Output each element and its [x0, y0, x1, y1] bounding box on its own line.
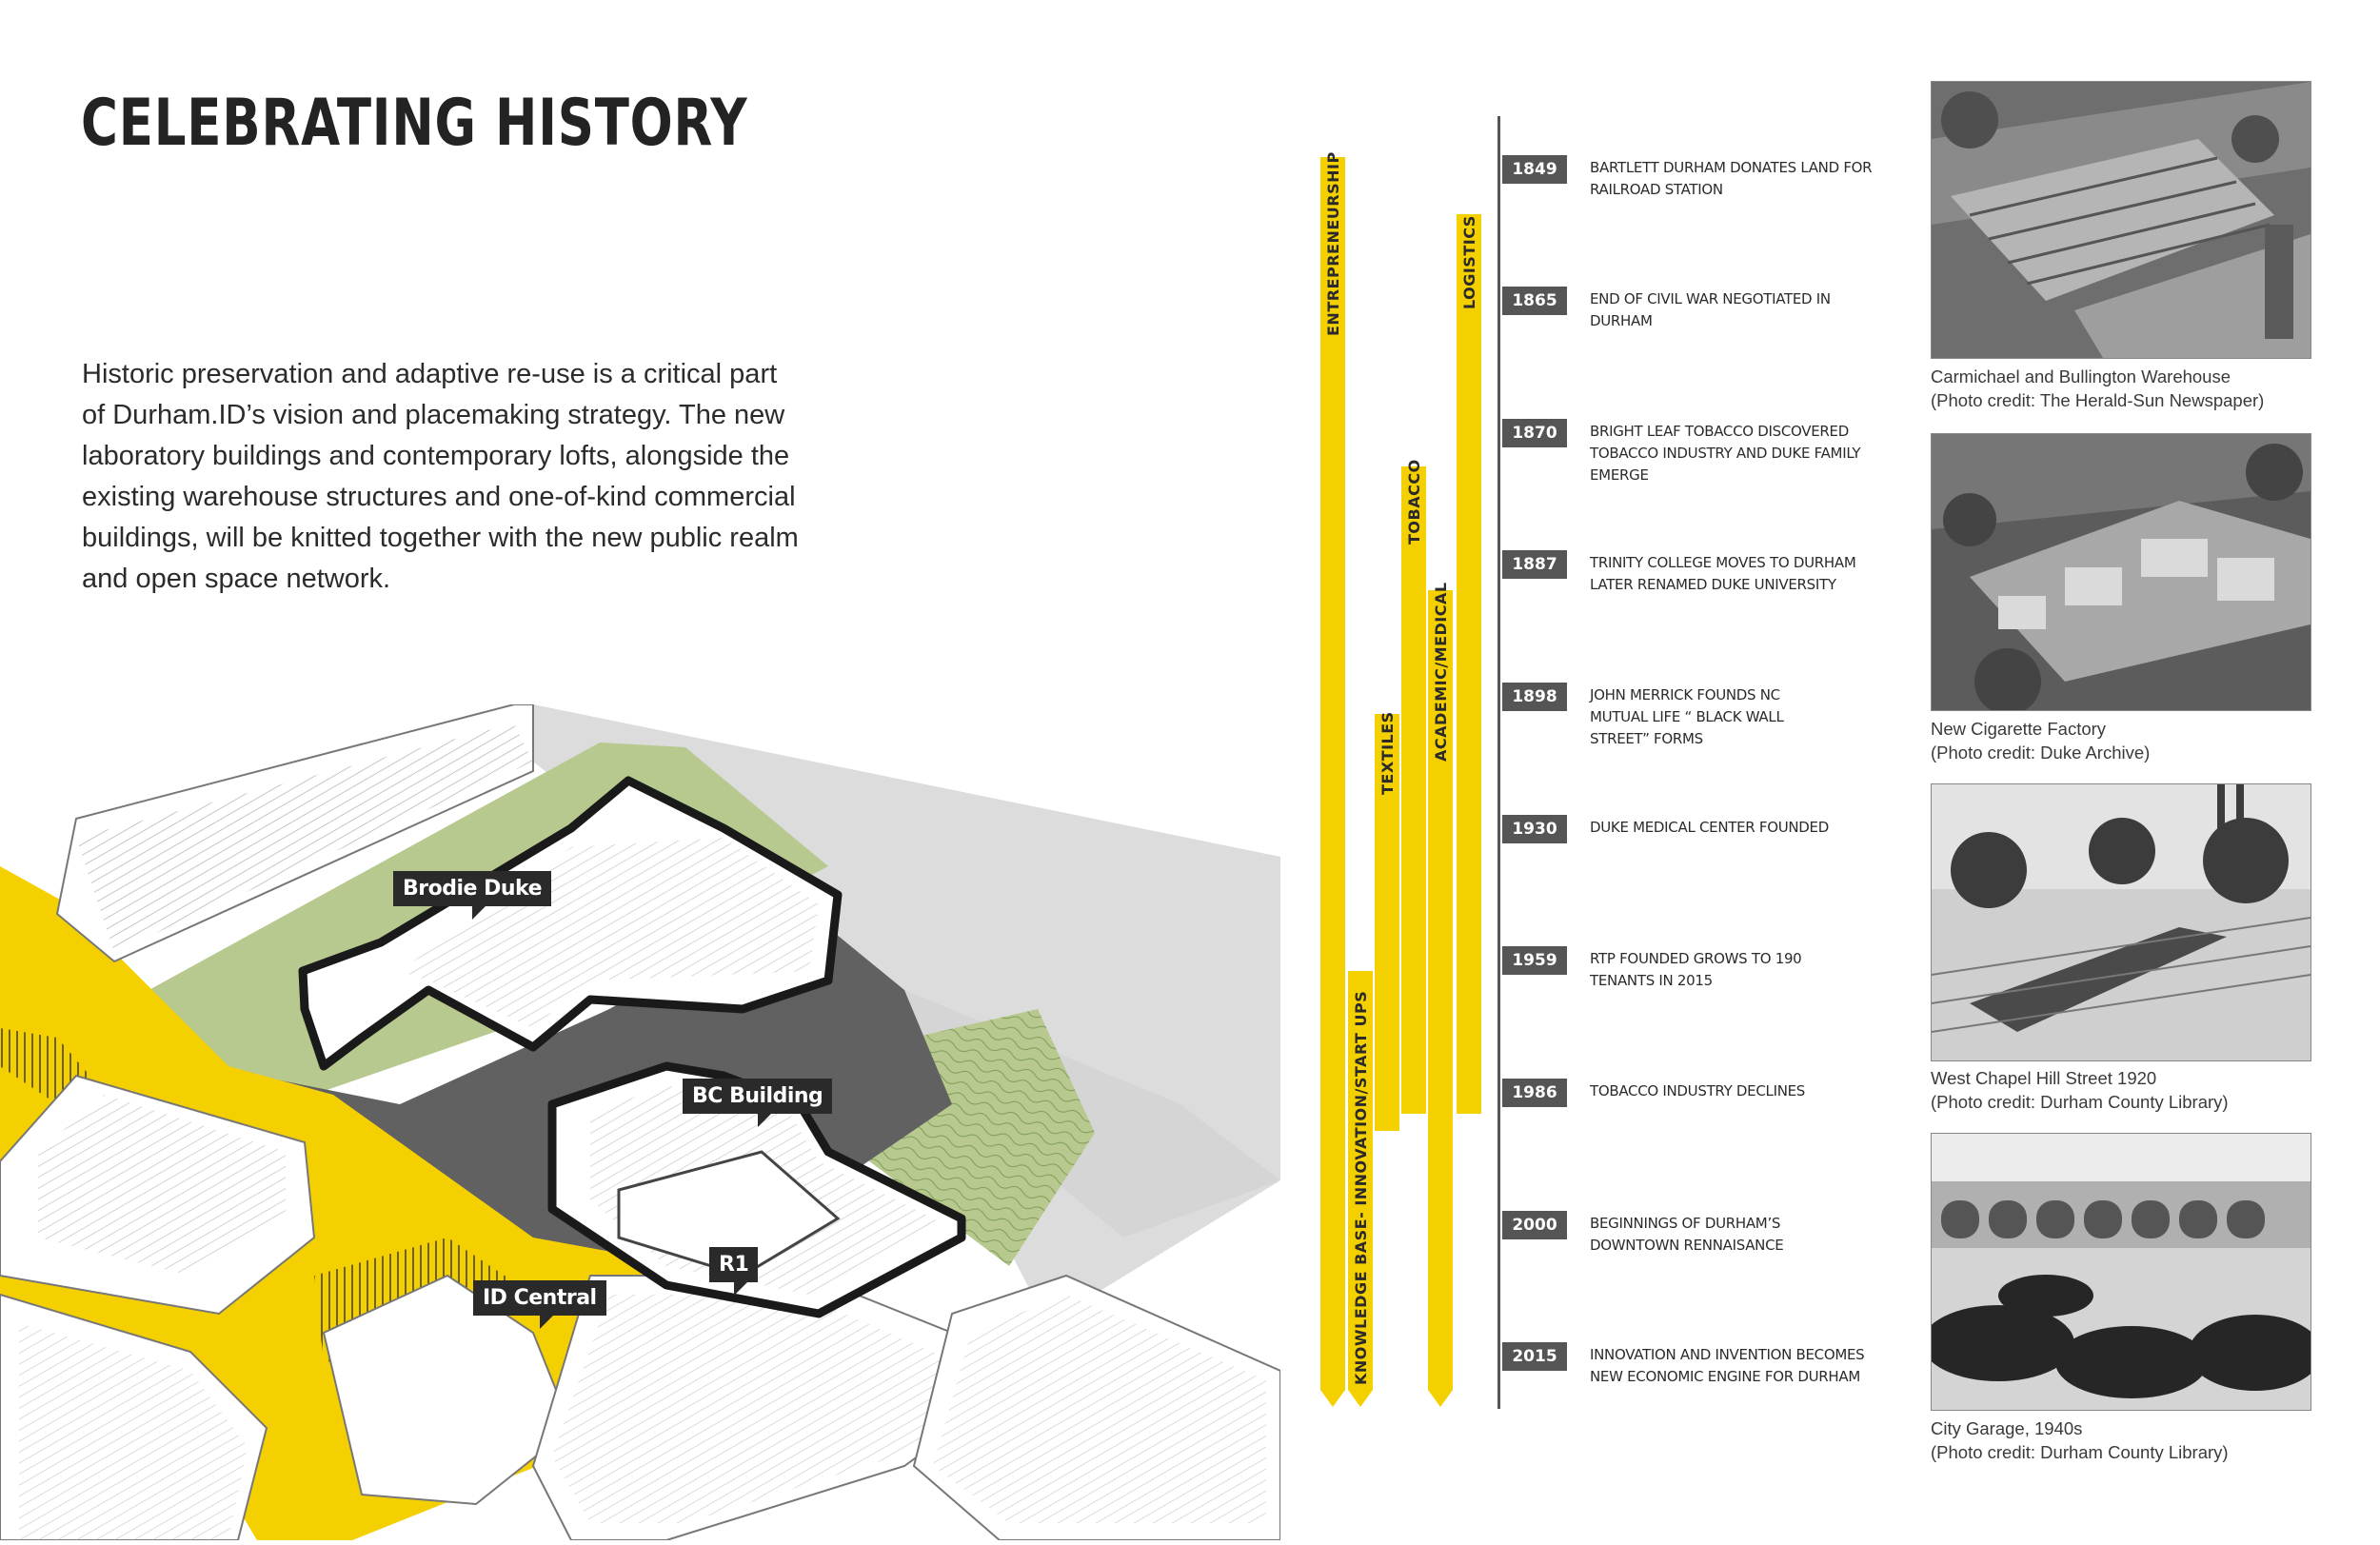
timeline-year: 2000 — [1502, 1211, 1567, 1239]
timeline-text: BARTLETT DURHAM DONATES LAND FOR RAILROAD STATION — [1590, 159, 1873, 198]
photo-caption — [1931, 1066, 2330, 1114]
photo-west-chapel-hill-street — [1931, 783, 2311, 1061]
theme-label: TEXTILES — [1378, 711, 1397, 795]
intro-paragraph: Historic preservation and adaptive re-use is a critical part of Durham.ID’s vision and placemaking strategy. The new laboratory buildings and contemporary lofts, alongside the existing warehouse structures and one-of-kind commercial buildings, will be knitted together with the new public realm and open space network. — [82, 359, 799, 594]
timeline-year: 1870 — [1502, 419, 1567, 447]
photo-credit: (Photo credit: Durham County Library) — [1931, 1442, 2229, 1462]
photo-title: West Chapel Hill Street 1920 — [1931, 1068, 2157, 1088]
theme-label: KNOWLEDGE BASE- INNOVATION/START UPS — [1352, 990, 1370, 1385]
photo-credit: (Photo credit: Duke Archive) — [1931, 743, 2151, 763]
theme-bar-entrepreneurship — [1320, 151, 1345, 1390]
theme-bar-textiles — [1375, 711, 1399, 1131]
map-label-r1: R1 — [709, 1247, 758, 1282]
theme-label: TOBACCO — [1405, 459, 1423, 545]
arrow-down-icon — [1348, 1390, 1373, 1407]
arrow-down-icon — [1320, 1390, 1345, 1407]
photo-title: City Garage, 1940s — [1931, 1418, 2083, 1438]
timeline-text: BEGINNINGS OF DURHAM’S DOWNTOWN RENNAISANCE — [1590, 1215, 1784, 1254]
photo-warehouse-aerial — [1931, 81, 2311, 359]
theme-bar-tobacco — [1401, 459, 1426, 1114]
arrow-down-icon — [1428, 1390, 1453, 1407]
timeline-text: TOBACCO INDUSTRY DECLINES — [1590, 1082, 1806, 1099]
timeline-text: RTP FOUNDED GROWS TO 190 TENANTS IN 2015 — [1590, 950, 1802, 989]
photo-cigarette-factory — [1931, 433, 2311, 711]
theme-bar-academic-medical — [1428, 582, 1453, 1390]
timeline-year: 1887 — [1502, 550, 1567, 579]
map-label-id-central: ID Central — [473, 1280, 606, 1316]
theme-label: ACADEMIC/MEDICAL — [1432, 582, 1450, 762]
timeline-year: 1986 — [1502, 1079, 1567, 1107]
photo-caption — [1931, 365, 2330, 412]
photo-city-garage — [1931, 1133, 2311, 1411]
timeline-year: 1865 — [1502, 287, 1567, 315]
site-axonometric-map — [0, 704, 1280, 1540]
timeline-text: DUKE MEDICAL CENTER FOUNDED — [1590, 819, 1829, 836]
map-label-brodie-duke: Brodie Duke — [393, 871, 551, 906]
photo-credit: (Photo credit: Durham County Library) — [1931, 1092, 2229, 1112]
theme-label: ENTREPRENEURSHIP — [1324, 151, 1342, 336]
photo-caption — [1931, 717, 2330, 764]
timeline-year: 1959 — [1502, 946, 1567, 975]
photo-title: New Cigarette Factory — [1931, 719, 2107, 739]
theme-label: LOGISTICS — [1460, 215, 1478, 309]
timeline-year: 1898 — [1502, 683, 1567, 711]
timeline-axis — [1497, 116, 1500, 1409]
photo-credit: (Photo credit: The Herald-Sun Newspaper) — [1931, 390, 2265, 410]
photo-caption — [1931, 1416, 2330, 1464]
timeline-year: 1930 — [1502, 815, 1567, 843]
theme-bar-logistics — [1457, 214, 1481, 1114]
timeline-text: TRINITY COLLEGE MOVES TO DURHAM LATER RENAMED DUKE UNIVERSITY — [1590, 554, 1856, 593]
timeline-text: INNOVATION AND INVENTION BECOMES NEW ECONOMIC ENGINE FOR DURHAM — [1590, 1346, 1865, 1385]
map-label-bc-building: BC Building — [683, 1079, 832, 1114]
site-map-drawing — [0, 704, 1280, 1540]
theme-bar-knowledge-base — [1348, 971, 1373, 1390]
timeline-year: 1849 — [1502, 155, 1567, 184]
timeline-year: 2015 — [1502, 1342, 1567, 1371]
photo-title: Carmichael and Bullington Warehouse — [1931, 366, 2231, 386]
timeline-text: BRIGHT LEAF TOBACCO DISCOVERED TOBACCO INDUSTRY AND DUKE FAMILY EMERGE — [1590, 423, 1861, 484]
page-title: CELEBRATING HISTORY — [81, 86, 748, 161]
timeline-text: END OF CIVIL WAR NEGOTIATED IN DURHAM — [1590, 290, 1831, 329]
timeline-text: JOHN MERRICK FOUNDS NC MUTUAL LIFE “ BLACK WALL STREET” FORMS — [1590, 686, 1784, 747]
